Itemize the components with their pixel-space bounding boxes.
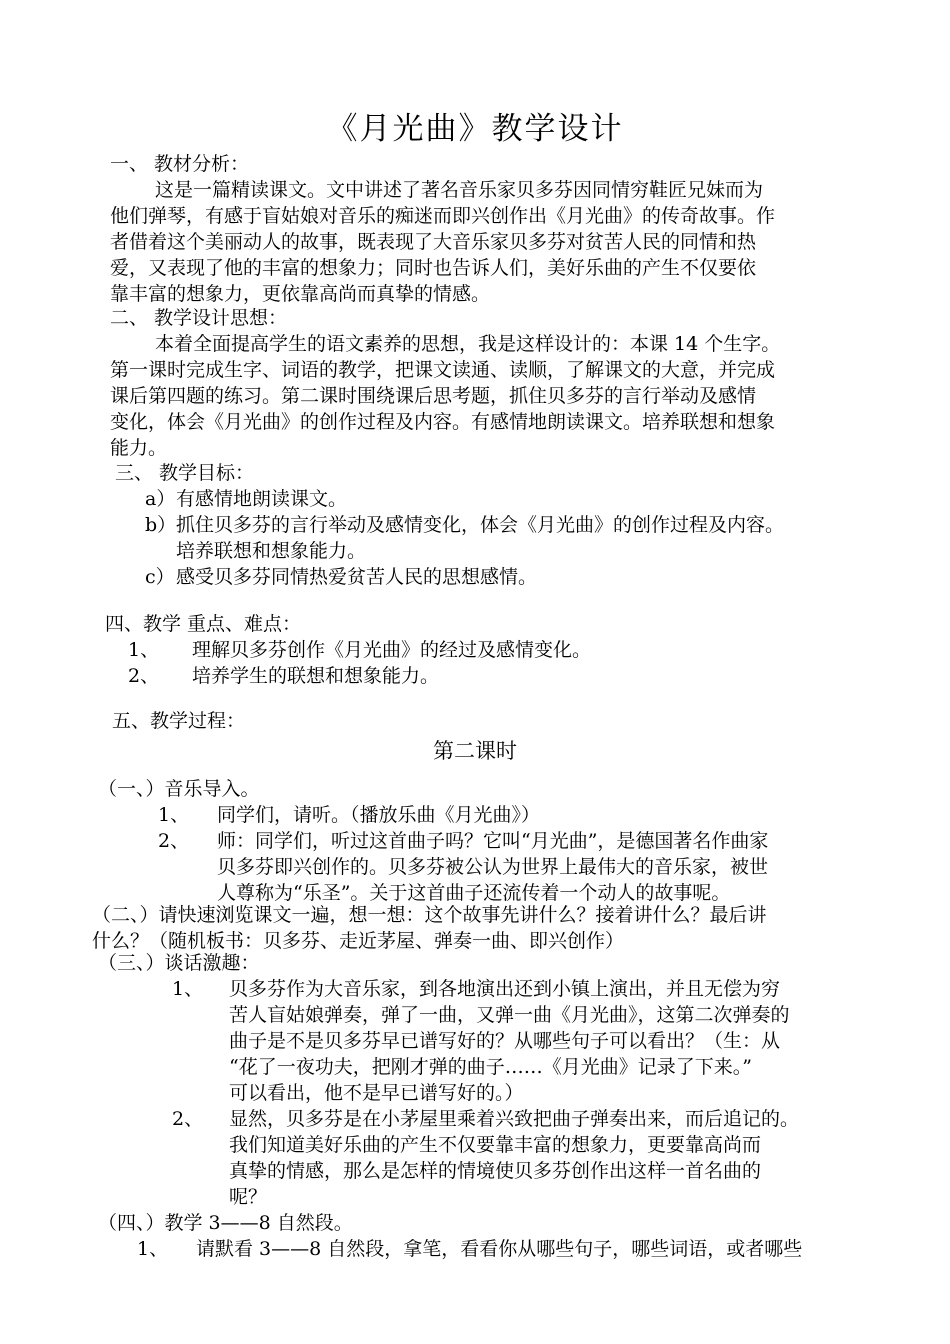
list-item-continued: 贝多芬即兴创作的。贝多芬被公认为世界上最伟大的音乐家，被世 xyxy=(217,856,769,878)
list-item: 同学们，请听。（播放乐曲《月光曲》） xyxy=(217,804,541,826)
list-marker: 1、 xyxy=(137,1238,169,1260)
list-item-continued: 呢？ xyxy=(229,1186,268,1208)
list-item-continued: 我们知道美好乐曲的产生不仅要靠丰富的想象力，更要靠高尚而 xyxy=(229,1134,762,1156)
section-heading-analysis: 一、 教材分析： xyxy=(110,153,250,175)
list-marker: 2、 xyxy=(158,830,190,852)
list-marker: 2、 xyxy=(172,1108,204,1130)
list-marker: c） xyxy=(145,566,175,588)
section-heading-process: 五、教学过程： xyxy=(112,710,246,732)
paragraph-line: 靠丰富的想象力，更依靠高尚而真挚的情感。 xyxy=(110,283,491,305)
list-item: 师：同学们，听过这首曲子吗？它叫“月光曲”，是德国著名作曲家 xyxy=(217,830,769,852)
paragraph-line: 者借着这个美丽动人的故事，既表现了大音乐家贝多芬对贫苦人民的同情和热 xyxy=(110,231,757,253)
list-item: 感受贝多芬同情热爱贫苦人民的思想感情。 xyxy=(176,566,538,588)
list-marker: a） xyxy=(145,488,176,510)
list-item: 贝多芬作为大音乐家，到各地演出还到小镇上演出，并且无偿为穷 xyxy=(229,978,781,1000)
paragraph-line: 这是一篇精读课文。文中讲述了著名音乐家贝多芬因同情穷鞋匠兄妹而为 xyxy=(155,179,764,201)
step-heading: （三、）谈话激趣： xyxy=(98,952,260,974)
paragraph-line: 能力。 xyxy=(110,437,168,459)
paragraph-line: 第一课时完成生字、词语的教学，把课文读通、读顺，了解课文的大意，并完成 xyxy=(110,359,776,381)
list-item: 有感情地朗读课文。 xyxy=(176,488,348,510)
lesson-subtitle: 第二课时 xyxy=(433,739,517,763)
list-item: 请默看 3——8 自然段，拿笔，看看你从哪些句子，哪些词语，或者哪些 xyxy=(196,1238,803,1260)
list-marker: b） xyxy=(145,514,177,536)
step-heading: （四、）教学 3——8 自然段。 xyxy=(98,1212,353,1234)
paragraph-line: 什么？（随机板书：贝多芬、走近茅屋、弹奏一曲、即兴创作） xyxy=(92,930,625,952)
step-heading: （一、）音乐导入。 xyxy=(98,778,260,800)
list-item: 显然，贝多芬是在小茅屋里乘着兴致把曲子弹奏出来，而后追记的。 xyxy=(229,1108,800,1130)
paragraph-line: （二、）请快速浏览课文一遍，想一想：这个故事先讲什么？接着讲什么？最后讲 xyxy=(92,904,767,926)
list-item-continued: “花了一夜功夫，把刚才弹的曲子……《月光曲》记录了下来。” xyxy=(229,1056,752,1078)
paragraph-line: 变化，体会《月光曲》的创作过程及内容。有感情地朗读课文。培养联想和想象 xyxy=(110,411,776,433)
list-item: 理解贝多芬创作《月光曲》的经过及感情变化。 xyxy=(192,639,592,661)
list-item: 抓住贝多芬的言行举动及感情变化，体会《月光曲》的创作过程及内容。 xyxy=(176,514,785,536)
list-item-continued: 苦人盲姑娘弹奏，弹了一曲，又弹一曲《月光曲》，这第二次弹奏的 xyxy=(229,1004,790,1026)
list-item-continued: 人尊称为“乐圣”。关于这首曲子还流传着一个动人的故事呢。 xyxy=(217,882,731,904)
paragraph-line: 课后第四题的练习。第二课时围绕课后思考题，抓住贝多芬的言行举动及感情 xyxy=(110,385,757,407)
section-heading-key-points: 四、教学 重点、难点： xyxy=(105,613,302,635)
paragraph-line: 本着全面提高学生的语文素养的思想，我是这样设计的：本课 14 个生字。 xyxy=(155,333,781,355)
paragraph-line: 他们弹琴，有感于盲姑娘对音乐的痴迷而即兴创作出《月光曲》的传奇故事。作 xyxy=(110,205,776,227)
list-item-continued: 曲子是不是贝多芬早已谱写好的？从哪些句子可以看出？（生：从 xyxy=(229,1030,781,1052)
paragraph-line: 爱，又表现了他的丰富的想象力；同时也告诉人们，美好乐曲的产生不仅要依 xyxy=(110,257,757,279)
list-marker: 2、 xyxy=(128,665,160,687)
list-item-continued: 培养联想和想象能力。 xyxy=(176,540,367,562)
section-heading-objectives: 三、 教学目标： xyxy=(115,462,255,484)
list-marker: 1、 xyxy=(172,978,204,1000)
list-item-continued: 真挚的情感，那么是怎样的情境使贝多芬创作出这样一首名曲的 xyxy=(229,1160,762,1182)
list-marker: 1、 xyxy=(128,639,160,661)
section-heading-design-idea: 二、 教学设计思想： xyxy=(110,307,288,329)
list-item-continued: 可以看出，他不是早已谱写好的。） xyxy=(229,1082,524,1104)
list-marker: 1、 xyxy=(158,804,190,826)
list-item: 培养学生的联想和想象能力。 xyxy=(192,665,440,687)
document-title: 《月光曲》教学设计 xyxy=(326,111,624,147)
